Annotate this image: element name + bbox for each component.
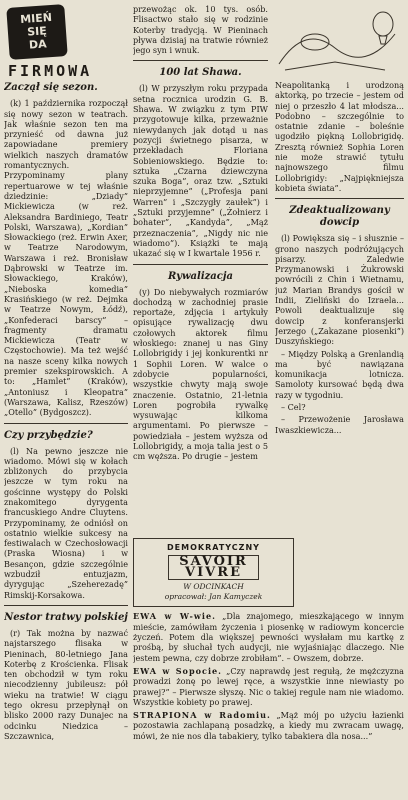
divider (4, 605, 128, 606)
article-paragraph: (r) Tak można by nazwać najstarszego flisaka w Pieninach, 80-letniego Jana Koterbę z Krościenka. Flisak ten obchodził w tym roku niecodzienny jubileusz: pół wieku na tratwie! W ciągu tego okresu przepłynął on blisko 2000 razy Dunajec na odcinku Niedzica – Szczawnica, (4, 627, 128, 741)
doodle-sketch (275, 4, 404, 76)
list-item (133, 666, 404, 707)
entry-author: EWA w W-wie. (133, 611, 216, 622)
article-paragraph: (l) W przyszłym roku przypada setna rocznica urodzin G. B. Shawa. W związku z tym PIW przygotowuje kilka, przeważnie niewydanych jak dotąd u nas pozycji świetnego pisarza, w przekładach Floriana Sobieniowskiego. Będzie to: sztuka „Czarna dziewczyna szuka Boga”, oraz tzw. „Sztuki nieprzyjemne” („Profesja pani Warren” i „Szczygły zaułek”) i „Sztuki przyjemne” („Żołnierz i bohater”, „Kandyda”, „Mąż przeznaczenia”, „Nigdy nic nie wiadomo”). Książki te mają ukazać się w I kwartale 1956 r. (133, 83, 268, 259)
banner-byline: opracował: Jan Kamyczek (164, 592, 263, 602)
entry-text: „Mąż mój po użyciu łazienki pozostawia zachlapaną posadzkę, a kiedy mu zwracam uwagę, mówi, że nie nos dla tabakiery, tylko tabakiera dla nosa...” (133, 710, 404, 741)
article-paragraph: – Przewożenie Jarosława Iwaszkiewicza... (275, 414, 404, 435)
savoir-vivre-section (133, 538, 404, 796)
article-headline: Zdeaktualizowany dowcip (289, 205, 390, 229)
banner-name: SAVOIR VIVRE (168, 555, 259, 580)
entry-author: EWA w Sopocie. (133, 665, 222, 676)
entry-author: STRAPIONA w Radomiu. (133, 710, 271, 721)
divider (275, 198, 404, 199)
article-headline: Zaczął się sezon. (4, 82, 98, 94)
column-right (275, 4, 404, 534)
section-title: FIRMOWA (8, 62, 93, 80)
sketch-illustration (275, 4, 404, 76)
article-headline: Czy przybędzie? (4, 429, 93, 441)
logo-badge (6, 4, 67, 60)
column-banner (133, 538, 294, 607)
article-paragraph: przewożąc ok. 10 tys. osób. Flisactwo stało się w rodzinie Koterby tradycją. W Pieninach pływa dzisiaj na tratwie również jego syn i wnuk. (133, 4, 268, 56)
banner-title: DEMOKRATYCZNY (167, 543, 260, 552)
entry-text: „Dla znajomego, mieszkającego w innym mieście, zamówiłam życzenia i piosenkę w radiowym koncercie życzeń. Potem dla większej pewności wysłałam mu kartkę z prośbą, by słuchał tych audycji, nie wyjaśniając dlaczego. Nie jestem pewna, czy dobrze zrobiłam”. – Owszem, dobrze. (133, 611, 404, 663)
banner-subtitle: W ODCINKACH (183, 581, 244, 591)
article-headline: 100 lat Shawa. (159, 67, 242, 79)
logo-line2: SIĘ (26, 24, 48, 39)
logo-line3: DA (28, 37, 48, 52)
list-item (133, 611, 404, 662)
article-paragraph: (k) 1 października rozpoczął się nowy sezon w teatrach. Jak właśnie sezon ten ma przynieść od dawna już zapowiadane premiery wielkich naszych dramatów romantycznych. Przypominamy plany repertuarowe w tej właśnie dziedzinie: „Dziady” Mickiewicza (w reż. Aleksandra Bardiniego, Teatr Polski, Warszawa), „Kordian” Słowackiego (reż. Erwin Axer, w Teatrze Narodowym, Warszawa i reż. Bronisław Dąbrowski w Teatrze im. Słowackiego, Kraków), „Nieboska komedia” Krasińskiego (w reż. Dejmka w Teatrze Nowym, Łódź), „Konfederaci barscy” – fragmenty dramatu Mickiewicza (Teatr w Częstochowie). Ma też wejść na nasze sceny kilka nowych premier szekspirowskich. A to: „Hamlet” (Kraków), „Antoniusz i Kleopatra” (Warszawa, Kalisz, Rzeszów) „Otello” (Bydgoszcz). (4, 98, 128, 418)
logo-line1: MIEŃ (19, 10, 53, 27)
article-paragraph: (l) Powiększa się – i słusznie – grono naszych podróżujących pisarzy. Zaledwie Przymanowski i Żukrowski powrócili z Chin i Wietnamu, już Marian Brandys gościł w Indii, Zieliński do Izraela... Powoli deaktualizuje się dowcip z konferansjerki Jerzego („Zakazane piosenki”) Duszyńskiego: (275, 233, 404, 347)
section-logo (4, 4, 128, 62)
article-headline: Rywalizacja (168, 270, 233, 282)
divider (133, 264, 268, 265)
entry-text: „Czy naprawdę jest regułą, że mężczyzna prowadzi żonę po lewej ręce, a wszystkie inne niewiasty po prawej?” – Pierwsze słyszę. Nic o takiej regule nam nie wiadomo. Wszystkie kobiety po prawej. (133, 665, 404, 707)
article-paragraph: (l) Na pewno jeszcze nie wiadomo. Mówi się w kołach zbliżonych do przybycia jeszcze w tym roku na gościnne występy do Polski znakomitego dyrygenta francuskiego Andre Cluytens. Przypominamy, że odniósł on ostatnio wielkie sukcesy na festiwalach w Czechosłowacji (Praska Wiosna) i w Besançon, gdzie szczególnie wzbudził entuzjazm, dyrygując „Szeherezadę” Rimskij-Korsakowa. (4, 445, 128, 600)
divider (133, 60, 268, 61)
divider (4, 423, 128, 424)
article-headline: Nestor tratwy polskiej (4, 611, 128, 623)
article-paragraph: Neapolitanką i urodzoną aktorką, po trzecie – jestem od niej o przeszło 4 lat młodsza... Podobno – szczególnie to ostatnie zdanie – boleśnie ugodziło piękną Lollobrigidę. Zresztą również Sophia Loren nie może strawić tytułu najnowszego filmu Lollobrigidy: „Najpiękniejsza kobieta świata”. (275, 80, 404, 193)
column-left (4, 4, 128, 796)
column-middle (133, 4, 268, 534)
article-paragraph: – Między Polską a Grenlandią ma być nawiązana komunikacja lotnicza. Samoloty kursować będą dwa razy w tygodniu. (275, 348, 404, 400)
article-paragraph: – Cel? (281, 402, 306, 413)
list-item (133, 710, 404, 741)
article-paragraph: (y) Do niebywałych rozmiarów dochodzą w zachodniej prasie reportaże, zdjęcia i artykuły opisujące rywalizację dwu czołowych aktorek filmu włoskiego: znanej u nas Giny Lollobrigidy i jej konkurentki nr 1 Sophii Loren. W walce o zdobycie popularności, wszystkie chwyty mają swoje znaczenie. Ostatnio, 21-letnia Loren pogrobiła rywalkę wysuwając kilkoma argumentami. Po pierwsze – powiedziała – jestem wyższa od Lollobrigidy, a moja talia jest o 5 cm węższa. Po drugie – jestem (133, 286, 268, 462)
